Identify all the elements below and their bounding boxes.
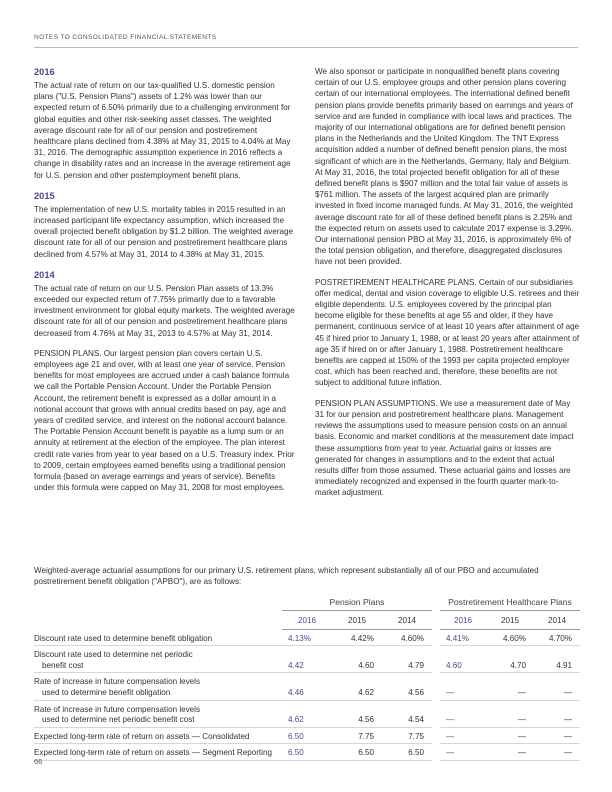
pension-value-2015: 4.60	[332, 646, 382, 673]
post-value-2016: —	[440, 700, 486, 727]
pension-value-2014: 4.60%	[382, 630, 432, 646]
assumptions-lead: PENSION PLAN ASSUMPTIONS.	[315, 398, 438, 408]
row-label-line1: Expected long-term rate of return on assets — Consolidated	[34, 731, 250, 741]
row-label-line1: Expected long-term rate of return on assets — Segment Reporting	[34, 748, 272, 758]
row-label-line1: Rate of increase in future compensation levels	[34, 704, 201, 714]
post-value-2016: —	[440, 727, 486, 744]
row-label-line2: used to determine benefit obligation	[42, 688, 171, 698]
table-row	[34, 646, 580, 673]
post-year-2015: 2015	[486, 613, 534, 630]
table-row	[34, 744, 580, 761]
pension-value-2016: 4.42	[282, 646, 332, 673]
pension-value-2015: 7.75	[332, 727, 382, 744]
assumptions-table	[34, 597, 580, 761]
pension-value-2016: 4.13%	[282, 630, 332, 646]
group-postretirement-plans: Postretirement Healthcare Plans	[440, 597, 580, 613]
table-row	[34, 673, 580, 700]
postretirement-lead: POSTRETIREMENT HEALTHCARE PLANS.	[315, 277, 477, 287]
running-header: NOTES TO CONSOLIDATED FINANCIAL STATEMENTS	[34, 34, 217, 41]
pension-plans-paragraph	[34, 348, 296, 494]
pension-value-2016: 4.46	[282, 673, 332, 700]
post-value-2015: 4.60%	[486, 630, 534, 646]
group-pension-plans: Pension Plans	[282, 597, 432, 613]
row-label-line1: Discount rate used to determine net periodic	[34, 650, 193, 660]
table-intro: Weighted-average actuarial assumptions for our primary U.S. retirement plans, which represent substantially all of our PBO and accumulated postretirement benefit obligation ("APBO"), are as follows:	[34, 566, 539, 587]
table-row	[34, 700, 580, 727]
table-group-header	[34, 597, 580, 613]
pension-year-2016: 2016	[282, 613, 332, 630]
page-number: 66	[34, 757, 43, 766]
row-label-line2: used to determine net periodic benefit cost	[42, 715, 195, 725]
pension-year-2015: 2015	[332, 613, 382, 630]
heading-2014: 2014	[34, 269, 55, 280]
post-value-2015: —	[486, 673, 534, 700]
pension-value-2016: 6.50	[282, 744, 332, 761]
assumptions-paragraph	[315, 398, 580, 499]
post-value-2015: —	[486, 744, 534, 761]
nonqualified-plans-paragraph: We also sponsor or participate in nonqualified benefit plans covering certain of our U.S. employee groups and other pension plans covering certain of our international employees. The international defined benefit pension plans provide benefits primarily based on earnings and years of service and are funded in compliance with local laws and practices. The majority of our international obligations are for defined benefit pension plans in the Netherlands and the United Kingdom. The TNT Express acquisition added a number of defined benefit pension plans, the most significant of which are in the Netherlands, Germany, Italy and Belgium. At May 31, 2016, the total projected benefit obligation for all of these defined benefit plans is $907 million and the total fair value of assets is $761 million. The assets of the largest acquired plan are primarily invested in fixed income managed funds. At May 31, 2016, the weighted average discount rate for all of these defined benefit plans is 2.25% and the expected return on assets used to calculate 2017 expense is 3.29%. Our international pension PBO at May 31, 2016, is approximately 6% of the total pension obligation, and therefore, disaggregated disclosures have not been provided.	[315, 67, 574, 267]
table-row	[34, 630, 580, 646]
post-value-2014: 4.70%	[534, 630, 580, 646]
post-value-2014: 4.91	[534, 646, 580, 673]
pension-value-2014: 6.50	[382, 744, 432, 761]
row-label	[34, 744, 282, 761]
post-value-2014: —	[534, 673, 580, 700]
pension-plans-body: Our largest pension plan covers certain U.S. employees age 21 and over, with at least one year of service. Pension benefits for most employees are accrued under a cash balance formula we call the Portable Pension Account. Under the Portable Pension Account, the retirement benefit is expressed as a dollar amount in a notional account that grows with annual credits based on pay, age and years of credited service, and interest on the notional account balance. The Portable Pension Account benefit is payable as a lump sum or an annuity at retirement at the election of the employee. The plan interest credit rate varies from year to year based on a U.S. Treasury index. Prior to 2009, certain employees earned benefits using a traditional pension formula (based on average earnings and years of service). Benefits under this formula were capped on May 31, 2008 for most employees.	[34, 348, 295, 493]
post-value-2014: —	[534, 727, 580, 744]
row-label-line1: Rate of increase in future compensation levels	[34, 677, 201, 687]
right-column	[315, 66, 580, 508]
heading-2015: 2015	[34, 190, 55, 201]
post-value-2016: —	[440, 673, 486, 700]
paragraph-2014: The actual rate of return on our U.S. Pension Plan assets of 13.3% exceeded our expected return of 7.75% primarily due to a favorable investment environment for global equity markets. The weighted average discount rate for all of our pension and postretirement healthcare plans decreased from 4.76% at May 31, 2013 to 4.57% at May 31, 2014.	[34, 283, 295, 338]
post-value-2016: —	[440, 744, 486, 761]
row-label-line1: Discount rate used to determine benefit obligation	[34, 633, 213, 643]
assumptions-body: We use a measurement date of May 31 for our pension and postretirement healthcare plans. Management reviews the assumptions used to measure pension costs on an annual basis. Economic and market conditions at the measurement date impact these assumptions from year to year. Actuarial gains or losses are generated for changes in assumptions and to the extent that actual results differ from those assumed. These actuarial gains and losses are immediately recognized and expensed in the fourth quarter mark-to-market adjustment.	[315, 398, 574, 498]
pension-value-2016: 4.62	[282, 700, 332, 727]
row-label-line2: benefit cost	[42, 660, 84, 670]
heading-2016: 2016	[34, 67, 55, 77]
paragraph-2015: The implementation of new U.S. mortality tables in 2015 resulted in an increased participant life expectancy assumption, which increased the overall projected benefit obligation by $1.2 billion. The weighted average discount rate for all of our pension and postretirement healthcare plans declined from 4.57% at May 31, 2014 to 4.38% at May 31, 2015.	[34, 204, 294, 259]
postretirement-paragraph	[315, 277, 580, 389]
post-value-2014: —	[534, 744, 580, 761]
pension-plans-lead: PENSION PLANS.	[34, 348, 102, 358]
pension-value-2014: 4.54	[382, 700, 432, 727]
row-label	[34, 630, 282, 646]
pension-value-2015: 6.50	[332, 744, 382, 761]
post-year-2016: 2016	[440, 613, 486, 630]
post-value-2016: 4.60	[440, 646, 486, 673]
pension-value-2015: 4.62	[332, 673, 382, 700]
post-value-2015: —	[486, 727, 534, 744]
left-column	[34, 66, 296, 503]
post-value-2015: —	[486, 700, 534, 727]
post-value-2016: 4.41%	[440, 630, 486, 646]
row-label	[34, 700, 282, 727]
pension-value-2015: 4.56	[332, 700, 382, 727]
pension-value-2014: 4.56	[382, 673, 432, 700]
header-rule	[34, 47, 578, 48]
post-value-2014: —	[534, 700, 580, 727]
table-year-header	[34, 613, 580, 630]
row-label	[34, 727, 282, 744]
pension-value-2016: 6.50	[282, 727, 332, 744]
paragraph-2016: The actual rate of return on our tax-qualified U.S. domestic pension plans ("U.S. Pension Plans") assets of 1.2% was lower than our expected return of 6.50% primarily due to a challenging environment for global equities and other risk-seeking asset classes. The weighted average discount rate for all of our pension and postretirement healthcare plans declined from 4.38% at May 31, 2015 to 4.04% at May 31, 2016. The demographic assumption experience in 2016 reflects a change in disability rates and an increase in the average retirement age for U.S. pension and other postemployment benefit plans.	[34, 81, 291, 180]
row-label	[34, 673, 282, 700]
row-label	[34, 646, 282, 673]
post-value-2015: 4.70	[486, 646, 534, 673]
postretirement-body: Certain of our subsidiaries offer medical, dental and vision coverage to eligible U.S. retirees and their eligible dependents. U.S. employees covered by the principal plan become eligible for these benefits at age 55 and older, if they have permanent, continuous service of at least 10 years after attainment of age 45 if hired prior to January 1, 1988, or at least 20 years after attainment of age 35 if hired on or after January 1, 1988. Postretirement healthcare benefits are capped at 150% of the 1993 per capita projected employer cost, which has been reached and, therefore, these benefits are not subject to additional future inflation.	[315, 277, 580, 388]
post-year-2014: 2014	[534, 613, 580, 630]
pension-value-2014: 4.79	[382, 646, 432, 673]
pension-value-2014: 7.75	[382, 727, 432, 744]
pension-value-2015: 4.42%	[332, 630, 382, 646]
table-row	[34, 727, 580, 744]
pension-year-2014: 2014	[382, 613, 432, 630]
